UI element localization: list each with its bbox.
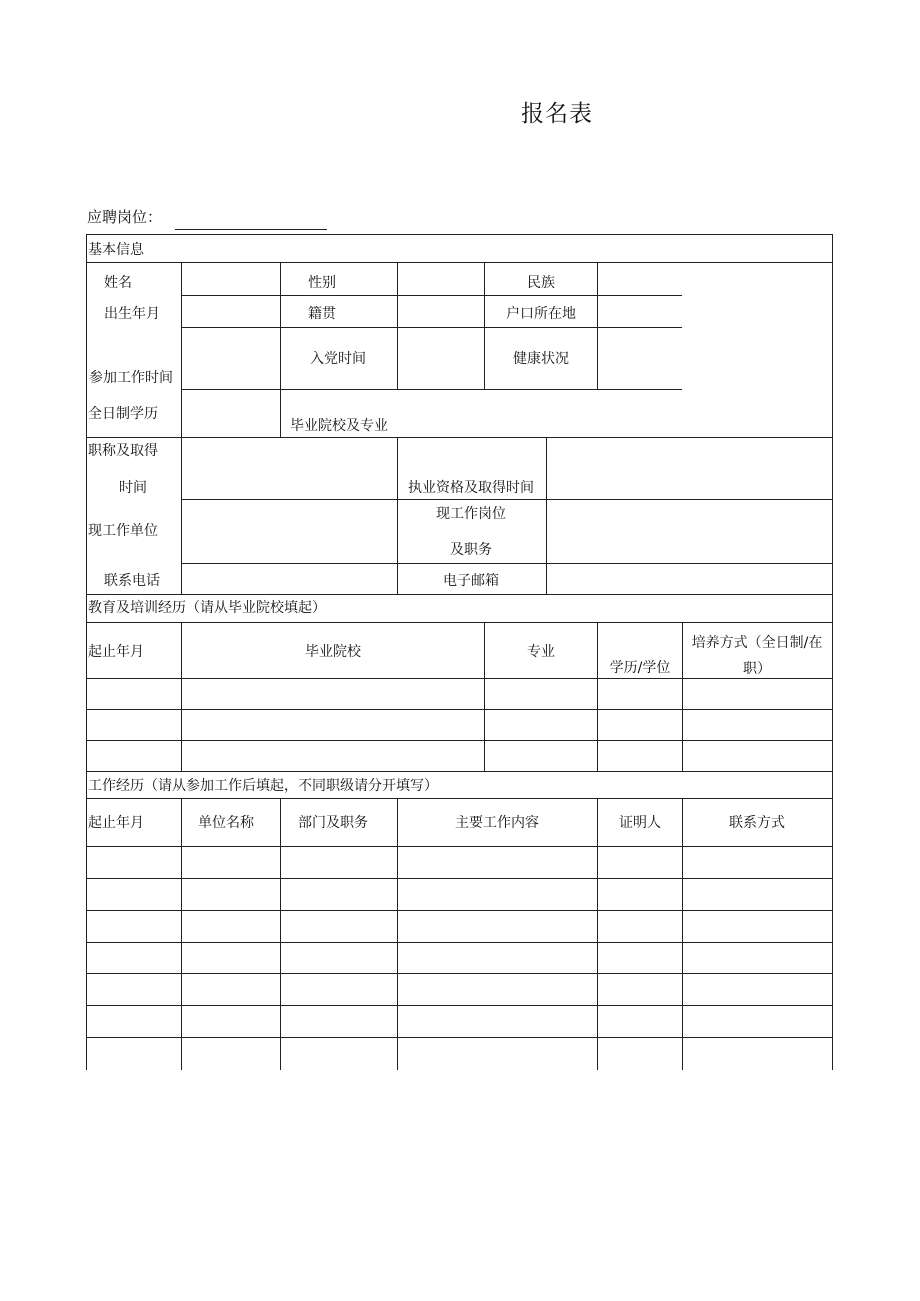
position-label: 应聘岗位： <box>87 208 163 226</box>
label-health: 健康状况 <box>513 351 569 367</box>
work-col-employer: 单位名称 <box>198 815 254 831</box>
table-row[interactable] <box>87 679 832 709</box>
label-ethnicity: 民族 <box>527 275 555 291</box>
section-basic-info: 基本信息 <box>88 242 144 258</box>
table-row[interactable] <box>87 847 832 878</box>
section-work: 工作经历（请从参加工作后填起，不同职级请分开填写） <box>88 778 438 794</box>
work-col-content: 主要工作内容 <box>455 815 539 831</box>
work-col-period: 起止年月 <box>88 815 144 831</box>
input-work-start[interactable] <box>182 328 279 388</box>
input-hukou[interactable] <box>598 296 681 326</box>
label-work-start: 参加工作时间 <box>89 370 173 386</box>
label-party-join: 入党时间 <box>310 351 366 367</box>
label-fulltime-edu: 全日制学历 <box>88 406 158 422</box>
work-col-dept: 部门及职务 <box>298 815 368 831</box>
input-grad-school-major[interactable] <box>398 390 831 436</box>
input-current-post[interactable] <box>547 500 831 562</box>
label-title-line1: 职称及取得 <box>88 443 158 459</box>
label-gender: 性别 <box>308 275 336 291</box>
edu-col-mode-line2: 职） <box>743 661 771 677</box>
input-name[interactable] <box>182 263 279 294</box>
input-health[interactable] <box>598 328 681 388</box>
label-phone: 联系电话 <box>104 573 160 589</box>
table-row[interactable] <box>87 943 832 973</box>
label-title-line2: 时间 <box>119 480 147 496</box>
label-current-post-line1: 现工作岗位 <box>436 506 506 522</box>
position-input-line[interactable] <box>175 229 327 230</box>
table-row[interactable] <box>87 1038 832 1070</box>
edu-col-degree: 学历/学位 <box>609 660 671 676</box>
edu-col-major: 专业 <box>527 644 555 660</box>
input-party-join[interactable] <box>398 328 483 388</box>
label-name: 姓名 <box>104 275 132 291</box>
label-qualification: 执业资格及取得时间 <box>408 480 534 496</box>
label-current-employer: 现工作单位 <box>88 523 158 539</box>
input-ethnicity[interactable] <box>598 263 681 294</box>
input-gender[interactable] <box>398 263 483 294</box>
label-hukou: 户口所在地 <box>506 306 576 322</box>
table-row[interactable] <box>87 974 832 1005</box>
table-row[interactable] <box>87 911 832 942</box>
table-row[interactable] <box>87 710 832 740</box>
edu-col-period: 起止年月 <box>88 644 144 660</box>
section-education: 教育及培训经历（请从毕业院校填起） <box>88 600 326 616</box>
edu-col-school: 毕业院校 <box>305 644 361 660</box>
table-row[interactable] <box>87 1006 832 1037</box>
page-title: 报名表 <box>521 101 593 127</box>
input-qualification[interactable] <box>547 438 831 498</box>
table-row[interactable] <box>87 741 832 771</box>
input-email[interactable] <box>547 564 831 593</box>
work-col-contact: 联系方式 <box>729 815 785 831</box>
label-current-post-line2: 及职务 <box>450 542 492 558</box>
work-col-reference: 证明人 <box>619 815 661 831</box>
edu-col-mode-line1: 培养方式（全日制/在 <box>691 635 823 651</box>
label-grad-school-major: 毕业院校及专业 <box>290 418 388 434</box>
input-phone[interactable] <box>182 564 396 593</box>
label-birth: 出生年月 <box>104 306 160 322</box>
input-fulltime-edu[interactable] <box>182 390 279 436</box>
input-native-place[interactable] <box>398 296 483 326</box>
input-title[interactable] <box>182 438 396 498</box>
photo-area[interactable] <box>683 263 831 389</box>
table-row[interactable] <box>87 879 832 910</box>
input-birth[interactable] <box>182 296 279 326</box>
label-native-place: 籍贯 <box>308 306 336 322</box>
input-current-employer[interactable] <box>182 500 396 562</box>
label-email: 电子邮箱 <box>443 573 499 589</box>
